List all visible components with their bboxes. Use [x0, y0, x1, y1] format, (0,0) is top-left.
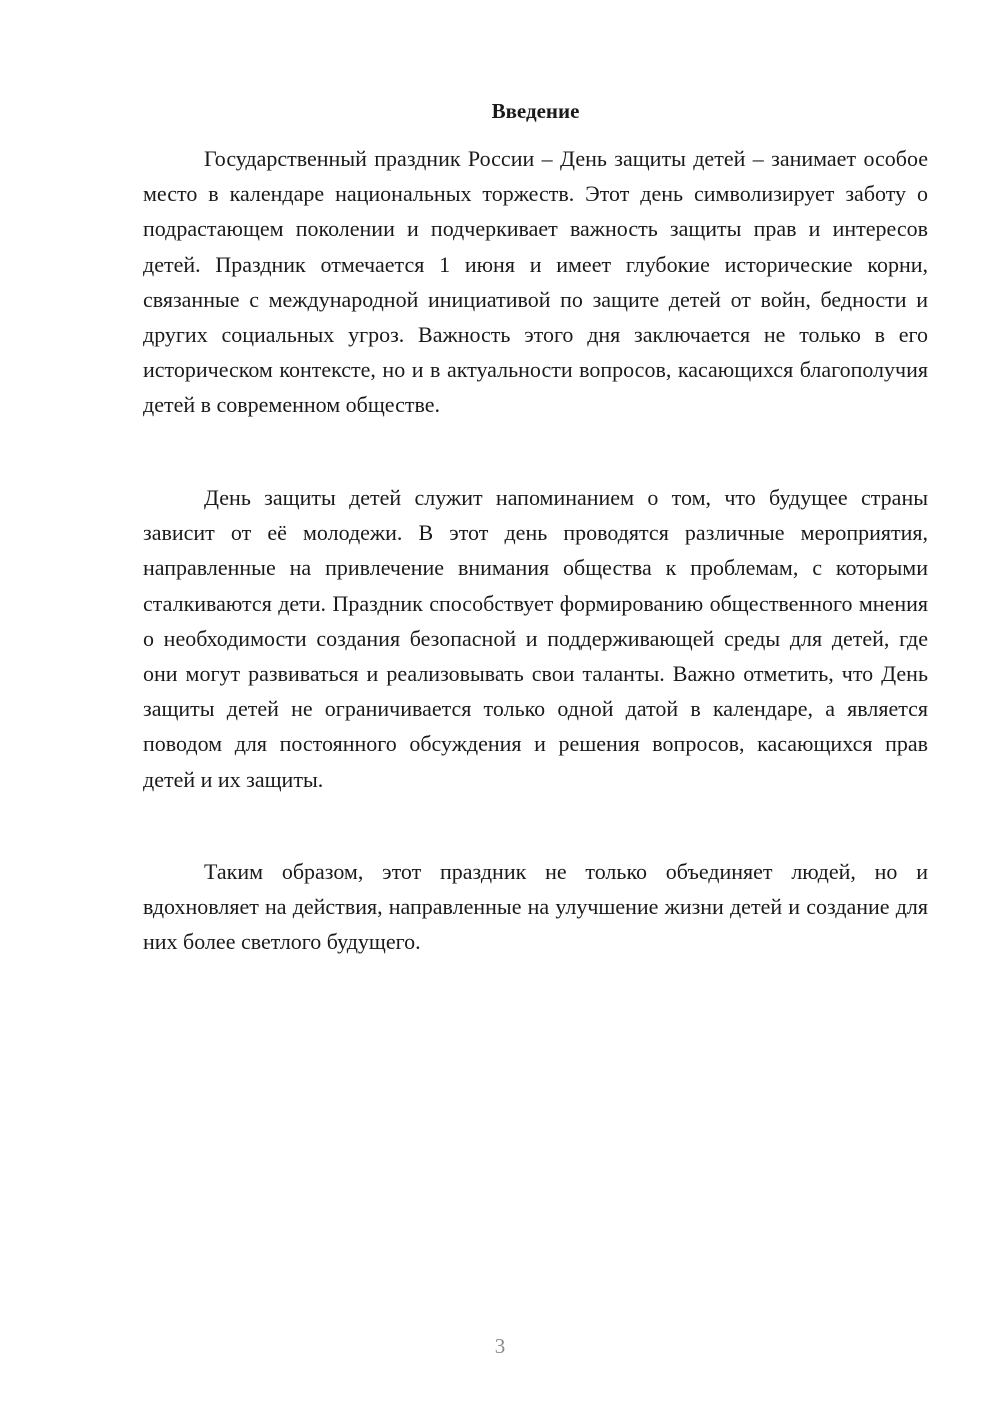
paragraph-3: Таким образом, этот праздник не только объединяет людей, но и вдохновляет на действия, направленные на улучшение жизни детей и создание для них более светлого будущего. [143, 859, 928, 955]
paragraph-2: День защиты детей служит напоминанием о том, что будущее страны зависит от её молодежи. В этот день проводятся различные мероприятия, направленные на привлечение внимания общества к проблемам, с которыми сталкиваются дети. Праздник способствует формированию общественного мнения о необходимости создания безопасной и поддерживающей среды для детей, где они могут развиваться и реализовывать свои таланты. Важно отметить, что День защиты детей не ограничивается только одной датой в календаре, а является поводом для постоянного обсуждения и решения вопросов, касающихся прав детей и их защиты. [143, 485, 928, 792]
page-number: 3 [494, 1334, 506, 1358]
paragraph-1: Государственный праздник России – День защиты детей – занимает особое место в календаре национальных торжеств. Этот день символизирует заботу о подрастающем поколении и подчеркивает важность защиты прав и интересов детей. Праздник отмечается 1 июня и имеет глубокие исторические корни, связанные с международной инициативой по защите детей от войн, бедности и других социальных угроз. Важность этого дня заключается не только в его историческом контексте, но и в актуальности вопросов, касающихся благополучия детей в современном обществе. [143, 146, 928, 418]
section-heading: Введение [491, 99, 580, 123]
